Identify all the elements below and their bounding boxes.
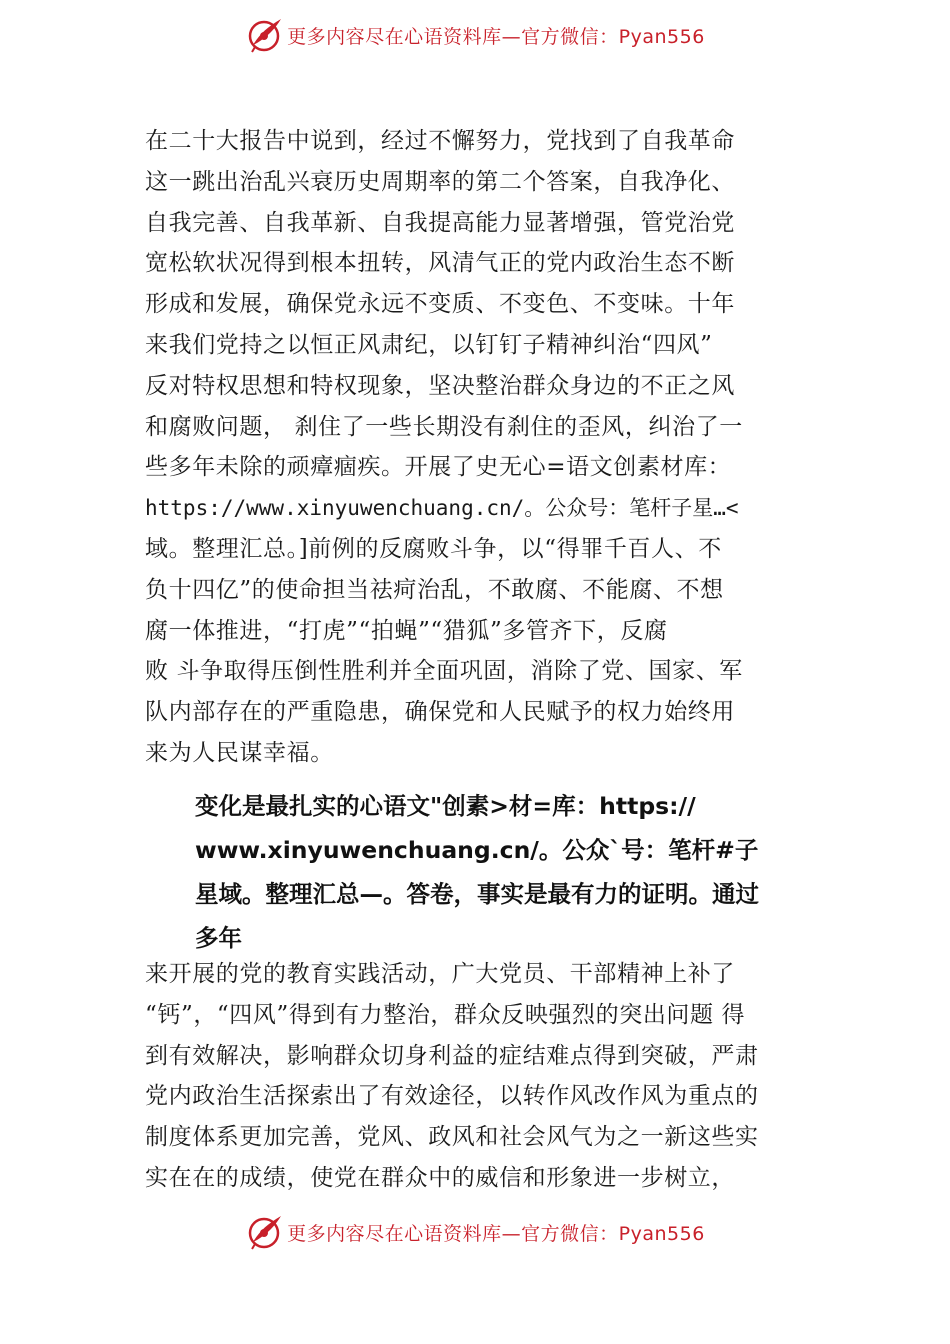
banner-text: 更多内容尽在心语资料库—官方微信：Pyan556 [287, 25, 705, 48]
text-line: 这一跳出治乱兴衰历史周期率的第二个答案，自我净化、 [145, 168, 735, 195]
text-line: 和腐败问题， 刹住了一些长期没有刹住的歪风，纠治了一 [145, 413, 743, 440]
banner-text: 更多内容尽在心语资料库—官方微信：Pyan556 [287, 1222, 705, 1245]
paragraph-1 [145, 121, 810, 774]
text-line: 实在在的成绩，使党在群众中的威信和形象进一步树立， [145, 1164, 735, 1191]
quill-seal-icon [245, 1212, 285, 1252]
text-line: 在二十大报告中说到，经过不懈努力，党找到了自我革命 [145, 128, 735, 154]
footer-banner [0, 1207, 950, 1257]
heading-line: 变化是最扎实的心语文"创素>材=库：https:// [195, 792, 696, 820]
quill-seal-icon [245, 15, 285, 55]
text-line: 自我完善、自我革新、自我提高能力显著增强，管党治党 [145, 209, 735, 236]
text-line: 域。整理汇总。]前例的反腐败斗争，以“得罪千百人、不 [145, 535, 722, 562]
text-line: 形成和发展，确保党永远不变质、不变色、不变味。十年 [145, 291, 735, 318]
text-line: 来我们党持之以恒正风肃纪，以钉钉子精神纠治“四风” [145, 331, 713, 358]
url-line: https://www.xinyuwenchuang.cn/。公众号：笔杆子星…< [145, 496, 739, 521]
text-line: 来为人民谋幸福。 [145, 739, 334, 766]
heading-line: 多年 [195, 924, 242, 952]
text-line: 反对特权思想和特权现象，坚决整治群众身边的不正之风 [145, 372, 735, 399]
text-line: 负十四亿”的使命担当祛疴治乱，不敢腐、不能腐、不想 [145, 576, 724, 603]
heading-line: www.xinyuwenchuang.cn/。公众`号：笔杆#子 [195, 836, 759, 864]
text-line: 队内部存在的严重隐患，确保党和人民赋予的权力始终用 [145, 699, 735, 726]
section-heading [195, 784, 815, 960]
text-line: 败 斗争取得压倒性胜利并全面巩固，消除了党、国家、军 [145, 658, 743, 685]
text-line: 制度体系更加完善，党风、政风和社会风气为之一新这些实 [145, 1124, 759, 1151]
heading-line: 星域。整理汇总—。答卷，事实是最有力的证明。通过 [195, 880, 759, 908]
text-line: 党内政治生活探索出了有效途径，以转作风改作风为重点的 [145, 1083, 759, 1110]
text-line: 到有效解决，影响群众切身利益的症结难点得到突破，严肃 [145, 1042, 759, 1069]
header-banner [0, 10, 950, 60]
text-line: 来开展的党的教育实践活动，广大党员、干部精神上补了 [145, 961, 735, 987]
text-line: 宽松软状况得到根本扭转，风清气正的党内政治生态不断 [145, 250, 735, 277]
text-line: “钙”，“四风”得到有力整治，群众反映强烈的突出问题 得 [145, 1001, 746, 1028]
text-line: 腐一体推进，“打虎”“拍蝇”“猎狐”多管齐下，反腐 [145, 617, 668, 644]
paragraph-2 [145, 954, 810, 1199]
text-line: 些多年未除的顽瘴痼疾。开展了史无心=语文创素材库： [145, 454, 732, 481]
